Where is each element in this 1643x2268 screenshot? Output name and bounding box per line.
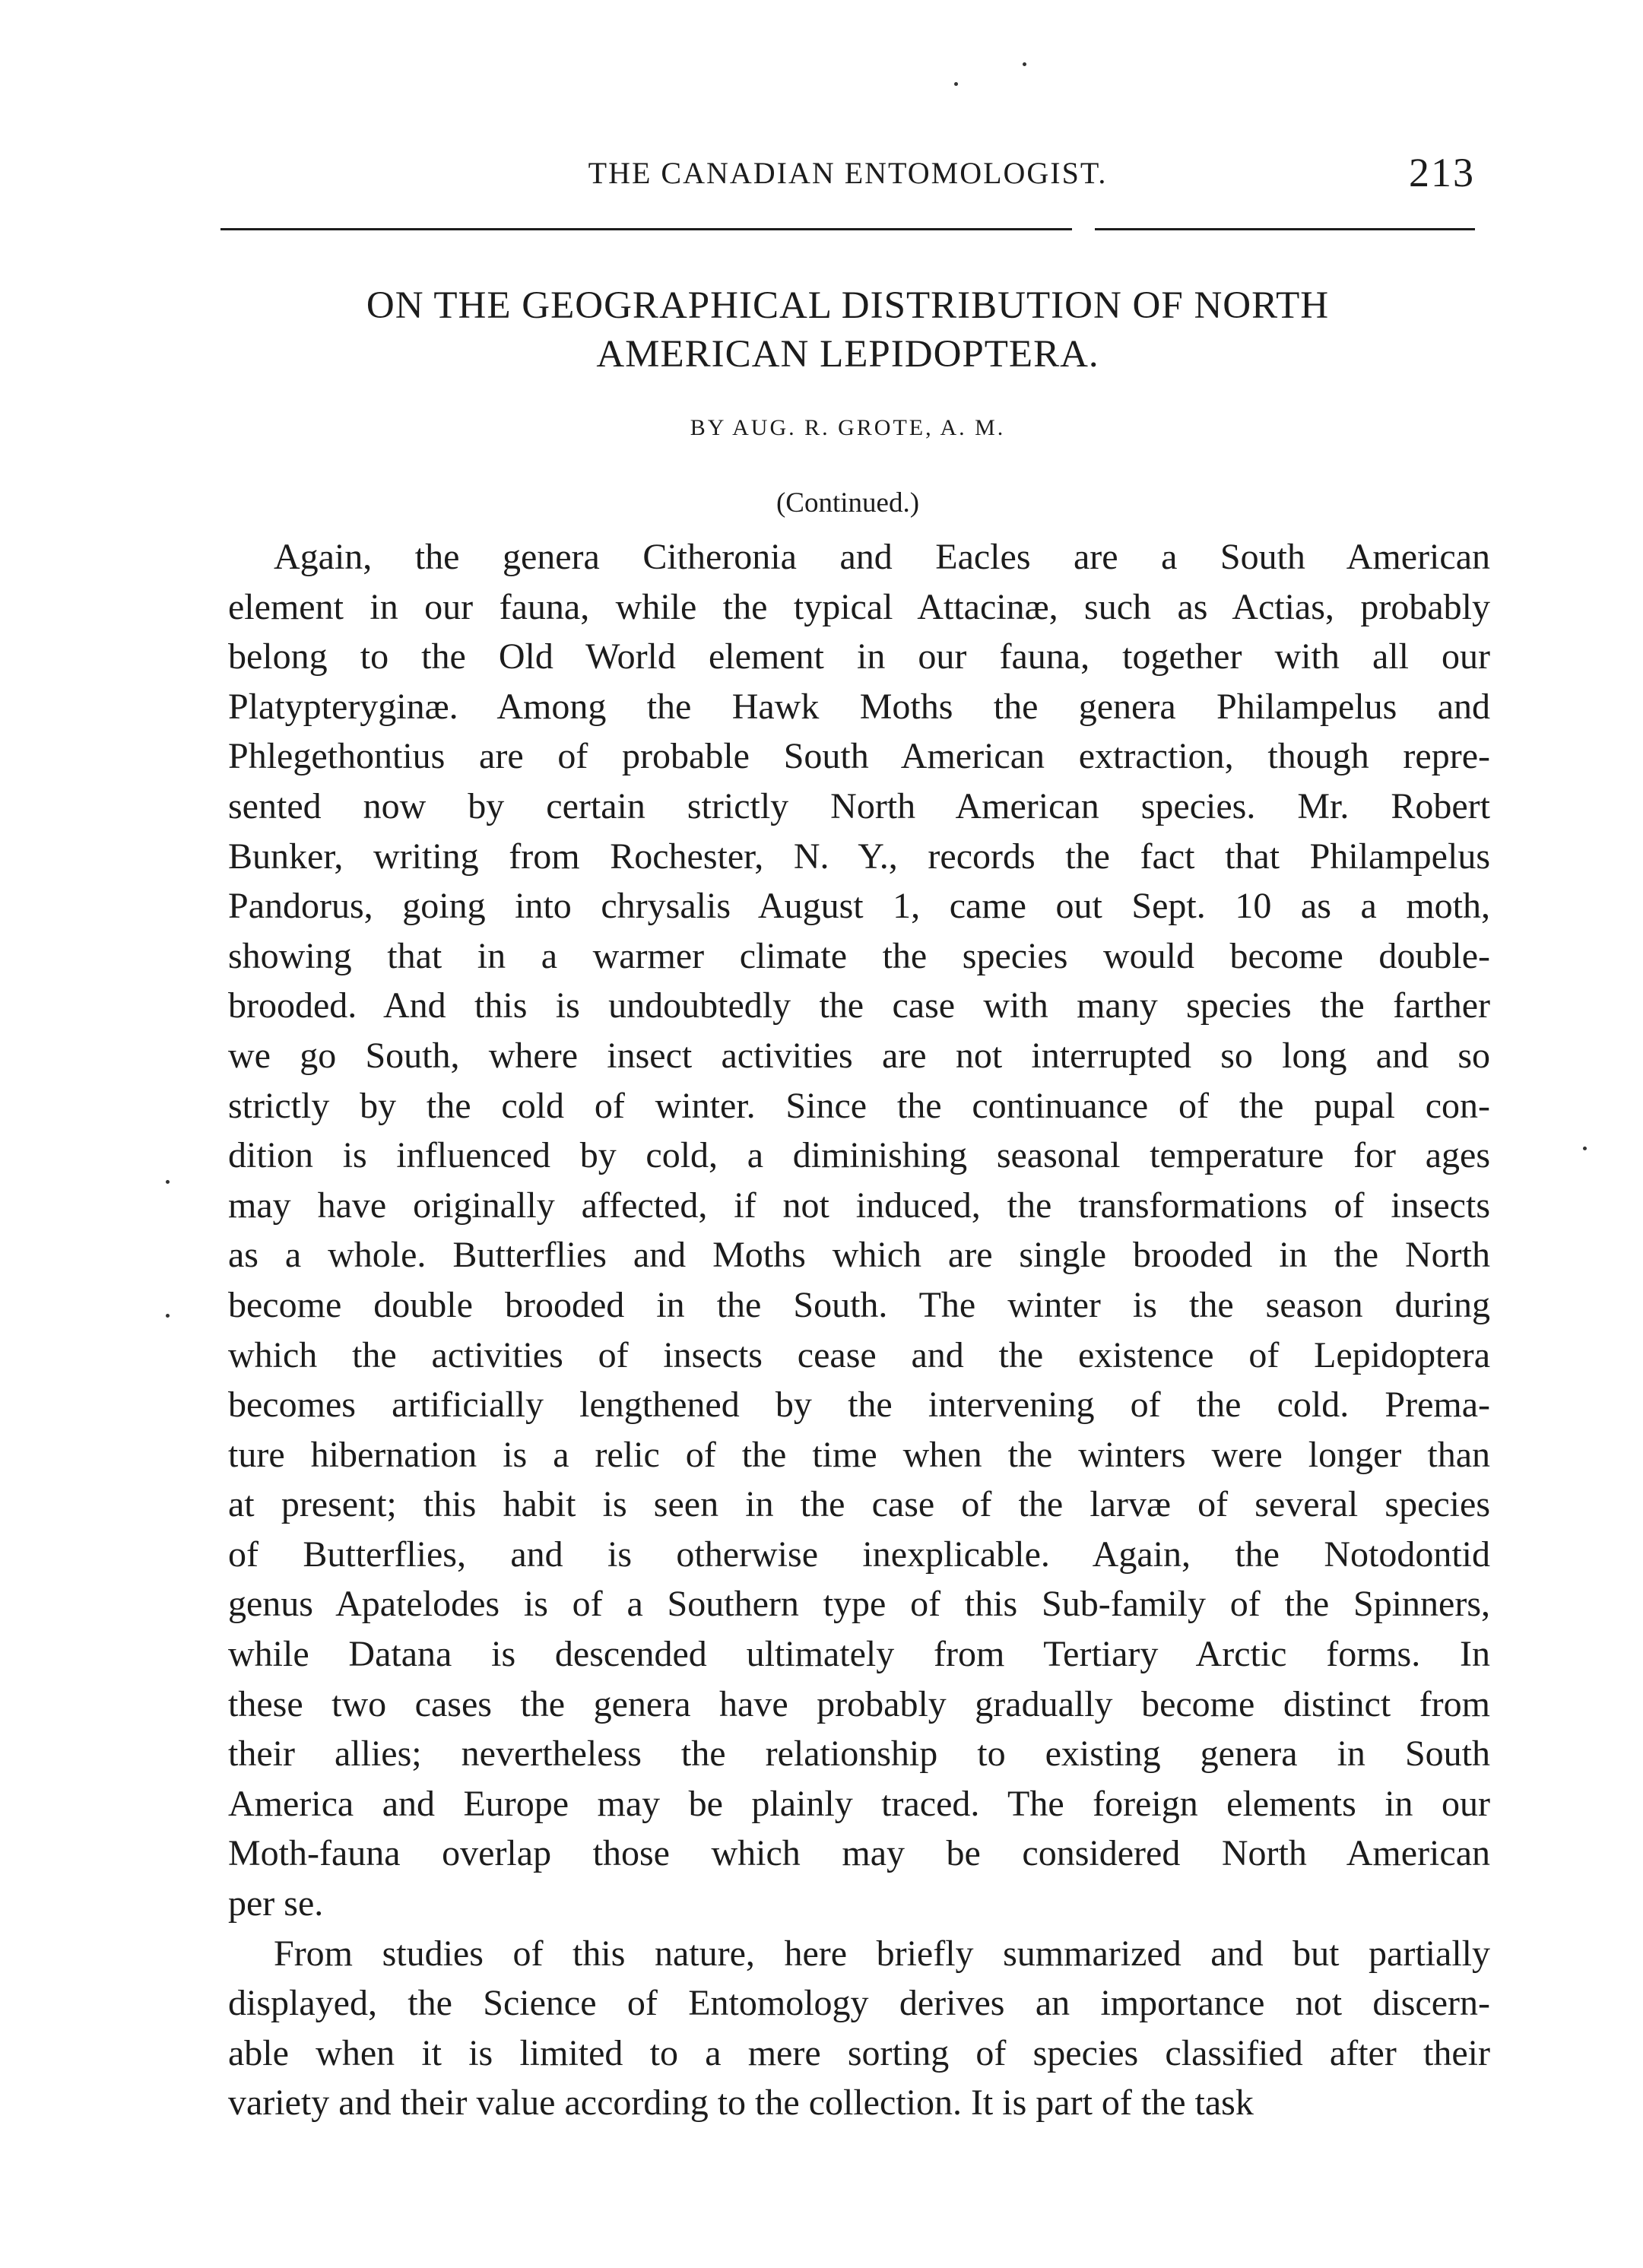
- text-line: showing that in a warmer climate the species would become double-: [228, 935, 1490, 976]
- text-line: may have originally affected, if not induced, the transformations of insects: [228, 1185, 1490, 1226]
- text-line: ture hibernation is a relic of the time when the winters were longer than: [228, 1434, 1490, 1475]
- print-speck: [166, 1314, 170, 1318]
- text-line: brooded. And this is undoubtedly the case with many species the farther: [228, 985, 1490, 1026]
- page-number: 213: [1409, 150, 1475, 195]
- print-speck: [1583, 1147, 1587, 1150]
- article-title-line-1: ON THE GEOGRAPHICAL DISTRIBUTION OF NORTH: [366, 284, 1330, 327]
- text-line: at present; this habit is seen in the case of the larvæ of several species: [228, 1484, 1490, 1525]
- paragraph-1: [228, 532, 1490, 1929]
- text-line: these two cases the genera have probably gradually become distinct from: [228, 1683, 1490, 1724]
- article-title-line-2: AMERICAN LEPIDOPTERA.: [596, 333, 1099, 376]
- print-speck: [166, 1180, 170, 1184]
- print-speck: [954, 82, 958, 86]
- text-line: From studies of this nature, here briefly summarized and but partially: [274, 1933, 1490, 1974]
- body-text: [228, 532, 1490, 2128]
- text-line: belong to the Old World element in our fauna, together with all our: [228, 636, 1490, 677]
- header-rule-right: [1095, 228, 1475, 230]
- text-line: sented now by certain strictly North American species. Mr. Robert: [228, 785, 1490, 826]
- continued-note: (Continued.): [776, 487, 920, 519]
- text-line: which the activities of insects cease and the existence of Lepidoptera: [228, 1334, 1490, 1375]
- text-line: Moth-fauna overlap those which may be considered North American: [228, 1833, 1490, 1874]
- text-line: Pandorus, going into chrysalis August 1, came out Sept. 10 as a moth,: [228, 886, 1490, 927]
- text-line: of Butterflies, and is otherwise inexplicable. Again, the Notodontid: [228, 1534, 1490, 1575]
- print-speck: [1023, 62, 1026, 66]
- text-line: Platypteryginæ. Among the Hawk Moths the genera Philampelus and: [228, 686, 1490, 727]
- article-title: [220, 281, 1475, 379]
- text-line: per se.: [228, 1883, 324, 1924]
- text-line: Phlegethontius are of probable South American extraction, though repre-: [228, 736, 1490, 777]
- text-line: element in our fauna, while the typical Attacinæ, such as Actias, probably: [228, 586, 1490, 627]
- text-line: while Datana is descended ultimately from Tertiary Arctic forms. In: [228, 1634, 1490, 1675]
- text-line: as a whole. Butterflies and Moths which are single brooded in the North: [228, 1235, 1490, 1276]
- paragraph-2: [228, 1929, 1490, 2128]
- text-line: America and Europe may be plainly traced. The foreign elements in our: [228, 1783, 1490, 1824]
- text-line: genus Apatelodes is of a Southern type of this Sub-family of the Spinners,: [228, 1584, 1490, 1625]
- text-line: become double brooded in the South. The winter is the season during: [228, 1284, 1490, 1325]
- text-line: Again, the genera Citheronia and Eacles are a South American: [274, 537, 1490, 577]
- text-line: Bunker, writing from Rochester, N. Y., records the fact that Philampelus: [228, 836, 1490, 877]
- text-line: able when it is limited to a mere sorting of species classified after their: [228, 2032, 1490, 2073]
- text-line: strictly by the cold of winter. Since the continuance of the pupal con-: [228, 1085, 1490, 1126]
- page-header: [220, 149, 1475, 202]
- text-line: dition is influenced by cold, a diminishing seasonal temperature for ages: [228, 1135, 1490, 1176]
- text-line: becomes artificially lengthened by the intervening of the cold. Prema-: [228, 1385, 1490, 1426]
- text-line: displayed, the Science of Entomology derives an importance not discern-: [228, 1983, 1490, 2024]
- text-line: we go South, where insect activities are not interrupted so long and so: [228, 1035, 1490, 1076]
- header-rule-left: [220, 228, 1072, 230]
- article-byline: BY AUG. R. GROTE, A. M.: [690, 415, 1006, 440]
- running-head: THE CANADIAN ENTOMOLOGIST.: [588, 156, 1108, 190]
- text-line: their allies; nevertheless the relationship to existing genera in South: [228, 1734, 1490, 1775]
- text-line: variety and their value according to the collection. It is part of the task: [228, 2082, 1254, 2124]
